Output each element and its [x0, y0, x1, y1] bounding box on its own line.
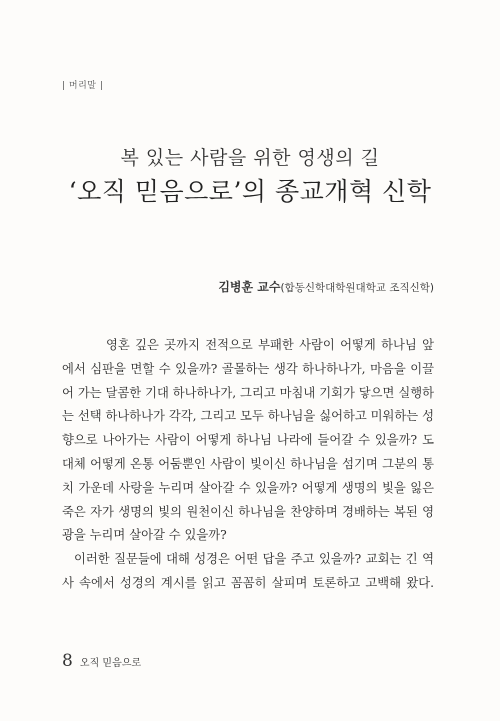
body-line: 대체 어떻게 온통 어둠뿐인 사람이 빛이신 하나님을 섬기며 그분의 통: [62, 456, 434, 471]
body-line: 어 가는 달콤한 기대 하나하나가, 그리고 마침내 기회가 닿으면 실행하: [62, 385, 434, 400]
body-line: 에서 심판을 면할 수 있을까? 골몰하는 생각 하나하나가, 마음을 이끌: [62, 361, 434, 376]
book-title: 오직 믿음으로: [79, 658, 142, 669]
page-number: 8: [62, 651, 73, 671]
author-affiliation: (합동신학대학원대학교 조직신학): [280, 282, 434, 294]
body-line: 영혼 깊은 곳까지 전적으로 부패한 사람이 어떻게 하나님 앞: [106, 338, 434, 352]
section-tag: | 머리말 |: [62, 81, 104, 91]
author-line: [218, 276, 434, 295]
body-text: [62, 334, 434, 596]
body-line: 죽은 자가 생명의 빛의 원천이신 하나님을 찬양하며 경배하는 복된 영: [62, 504, 434, 519]
body-line: 광을 누리며 살아갈 수 있을까?: [62, 528, 227, 543]
body-line: 치 가운데 사랑을 누리며 살아갈 수 있을까? 어떻게 생명의 빛을 잃은: [62, 480, 434, 495]
subtitle: 복 있는 사람을 위한 영생의 길: [120, 147, 380, 169]
author-name: 김병훈 교수: [218, 280, 281, 294]
body-line: 는 선택 하나하나가 각각, 그리고 모두 하나님을 싫어하고 미워하는 성: [62, 409, 434, 424]
body-line: 이러한 질문들에 대해 성경은 어떤 답을 주고 있을까? 교회는 긴 역: [74, 552, 434, 567]
body-line: 향으로 나아가는 사람이 어떻게 하나님 나라에 들어갈 수 있을까? 도: [62, 433, 434, 448]
body-line: 사 속에서 성경의 계시를 읽고 꼼꼼히 살피며 토론하고 고백해 왔다.: [62, 575, 434, 590]
page-footer: [62, 651, 141, 671]
page-title: ‘오직 믿음으로’의 종교개혁 신학: [68, 177, 432, 206]
